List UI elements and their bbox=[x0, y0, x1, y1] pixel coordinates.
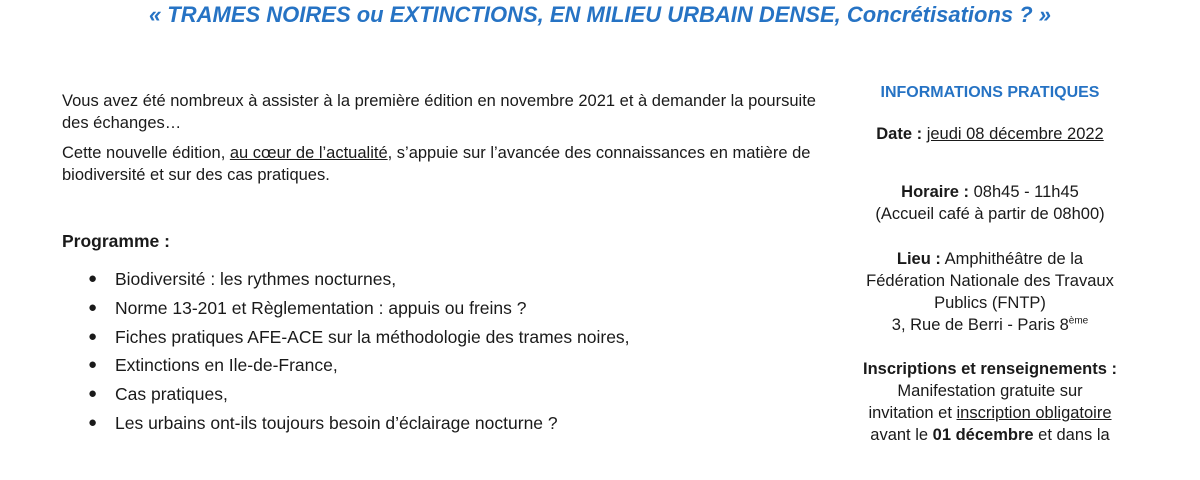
date-label: Date : bbox=[876, 125, 923, 143]
intro-p2-end: , s’appuie sur l’avancée des connaissances en matière de biodiversité et sur des cas pratiques. bbox=[62, 144, 811, 184]
registration-line-3 bbox=[830, 424, 1150, 446]
list-item-text: Norme 13-201 et Règlementation : appuis ou freins ? bbox=[115, 297, 527, 318]
date-block bbox=[830, 123, 1150, 145]
intro-p2-underlined: au cœur de l’actualité bbox=[229, 144, 388, 162]
place-line-1 bbox=[830, 248, 1150, 270]
registration-label: Inscriptions et renseignements : bbox=[863, 360, 1117, 378]
list-item bbox=[88, 409, 630, 438]
programme-list bbox=[88, 265, 630, 438]
info-title: INFORMATIONS PRATIQUES bbox=[880, 84, 1100, 101]
intro-paragraph-2 bbox=[62, 142, 832, 186]
list-item-text: Fiches pratiques AFE-ACE sur la méthodologie des trames noires, bbox=[115, 326, 630, 347]
bullet-icon: ● bbox=[88, 270, 98, 287]
time-line bbox=[830, 181, 1150, 203]
place-address-text: 3, Rue de Berri - Paris 8 bbox=[891, 316, 1069, 334]
list-item-text: Extinctions en Ile-de-France, bbox=[115, 355, 338, 376]
registration-line-3-start: avant le bbox=[870, 426, 933, 444]
list-item-text: Cas pratiques, bbox=[115, 384, 228, 405]
registration-line-1: Manifestation gratuite sur bbox=[897, 382, 1083, 400]
registration-line-2-start: invitation et bbox=[868, 404, 957, 422]
intro-paragraph-1: Vous avez été nombreux à assister à la première édition en novembre 2021 et à demander la poursuite des échanges… bbox=[62, 92, 816, 132]
place-block bbox=[830, 248, 1150, 336]
bullet-icon: ● bbox=[88, 327, 98, 345]
time-label: Horaire : bbox=[901, 183, 970, 201]
list-item bbox=[88, 265, 630, 294]
place-line-3: Publics (FNTP) bbox=[934, 294, 1046, 312]
bullet-icon: ● bbox=[88, 298, 98, 316]
place-address bbox=[830, 314, 1150, 336]
place-line-1-text: Amphithéâtre de la bbox=[944, 250, 1084, 268]
list-item bbox=[88, 294, 630, 323]
registration-line-2 bbox=[830, 402, 1150, 424]
bullet-icon: ● bbox=[88, 385, 98, 403]
intro-section bbox=[62, 90, 832, 194]
registration-required-link: inscription obligatoire bbox=[956, 404, 1112, 422]
list-item bbox=[88, 323, 630, 352]
time-value: 08h45 - 11h45 bbox=[973, 183, 1079, 201]
registration-deadline: 01 décembre bbox=[932, 426, 1034, 444]
bullet-icon: ● bbox=[88, 413, 98, 431]
place-address-sup: ème bbox=[1068, 315, 1089, 327]
page-title: « TRAMES NOIRES ou EXTINCTIONS, EN MILIEU URBAIN DENSE, Concrétisations ? » bbox=[148, 2, 1052, 27]
intro-p2-start: Cette nouvelle édition, bbox=[62, 144, 230, 162]
registration-line-3-end: et dans la bbox=[1033, 426, 1110, 444]
bullet-icon: ● bbox=[88, 356, 98, 374]
time-block bbox=[830, 181, 1150, 225]
programme-title: Programme : bbox=[62, 231, 170, 251]
list-item bbox=[88, 380, 630, 409]
place-label: Lieu : bbox=[896, 250, 941, 268]
list-item bbox=[88, 351, 630, 380]
registration-block bbox=[830, 358, 1150, 446]
place-line-2: Fédération Nationale des Travaux bbox=[866, 272, 1114, 290]
date-value: jeudi 08 décembre 2022 bbox=[926, 125, 1104, 143]
list-item-text: Les urbains ont-ils toujours besoin d’éclairage nocturne ? bbox=[115, 412, 558, 433]
info-panel bbox=[830, 82, 1150, 446]
time-note: (Accueil café à partir de 08h00) bbox=[875, 205, 1105, 223]
list-item-text: Biodiversité : les rythmes nocturnes, bbox=[115, 269, 397, 289]
